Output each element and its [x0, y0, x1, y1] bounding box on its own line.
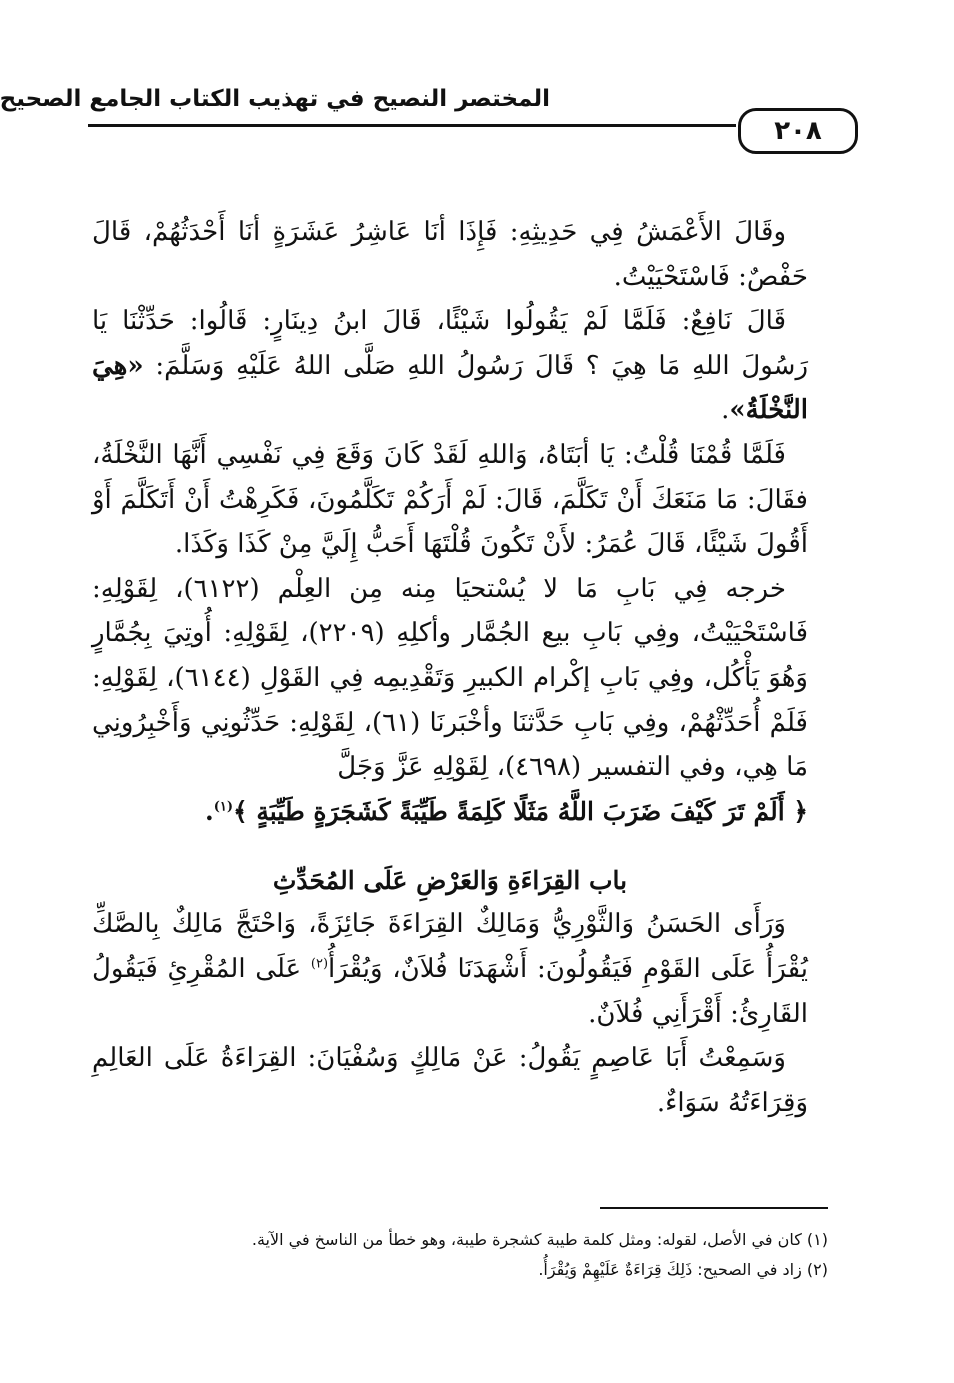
- main-text: [92, 210, 808, 1125]
- verse-end: .: [204, 796, 214, 826]
- paragraph-5-end: عَلَى المُقْرِئِ فَيَقُولُ القَارِئُ: أَقْرَأَنِي فُلاَنٌ.: [92, 953, 808, 1029]
- paragraph-2-text: قَالَ نَافِعٌ: فَلَمَّا لَمْ يَقُولُوا شَيْئًا، قَالَ ابنُ دِينَارٍ: قَالُوا: حَدِّثْنَا يَا رَسُولَ اللهِ مَا هِيَ ؟ قَالَ رَسُولُ اللهِ صَلَّى اللهُ عَلَيْهِ وَسَلَّمَ:: [92, 306, 808, 381]
- quran-verse-line: [92, 790, 808, 835]
- footnote-2: (٢) زاد في الصحيح: ذَلِكَ قِرَاءَةٌ عَلَيْهِمْ وَيُقْرَأُ.: [538, 1260, 828, 1279]
- section-heading: باب القِرَاءَةِ وَالعَرْضِ عَلَى المُحَدِّثِ: [272, 866, 628, 896]
- footnotes: [200, 1225, 828, 1285]
- paragraph-5-text: وَرَأَى الحَسَنُ وَالثَّوْرِيُّ وَمَالِكٌ القِرَاءَةَ جَائِزَةً، وَاحْتَجَّ مَالِكٌ بِالصَّكِّ يُقْرَأُ عَلَى القَوْمِ فَيَقُولُونَ: أَشْهَدَنَا فُلاَنٌ، وَيُقْرَأُ: [92, 909, 808, 984]
- prophetic-quote: «هِيَ النَّخْلَةُ»: [92, 350, 808, 426]
- paragraph-6: وَسَمِعْتُ أَبَا عَاصِمٍ يَقُولُ: عَنْ مَالِكٍ وَسُفْيَانَ: القِرَاءَةُ عَلَى العَالِمِ وَقِرَاءَتُهُ سَوَاءٌ.: [92, 1043, 808, 1118]
- running-header-title: المختصر النصيح في تهذيب الكتاب الجامع الصحيح: [0, 86, 550, 112]
- footnote-separator: [600, 1207, 828, 1209]
- page-number-frame: [738, 108, 858, 154]
- paragraph-2-end: .: [721, 395, 730, 426]
- paragraph-3: فَلَمَّا قُمْنَا قُلْتُ: يَا أبَتَاهُ، وَاللهِ لَقَدْ كَانَ وَقَعَ فِي نَفْسِي أَنَّهَا النَّخْلَةُ، فقَالَ: مَا مَنَعَكَ أَنْ تَكَلَّمَ، قَالَ: لَمْ أَرَكُمْ تَكَلَّمُونَ، فَكَرِهْتُ أَنْ أَتَكَلَّمَ أَوْ أَقُولَ شَيْئًا، قَالَ عُمَرُ: لأَنْ تَكُونَ قُلْتَهَا أَحَبُّ إِلَيَّ مِنْ كَذَا وَكَذَا.: [92, 439, 808, 560]
- quran-verse: ﴿ أَلَمْ تَرَ كَيْفَ ضَرَبَ اللَّهُ مَثَلًا كَلِمَةً طَيِّبَةً كَشَجَرَةٍ طَيِّبَةٍ ﴾: [232, 796, 808, 826]
- paragraph-4: خرجه فِي بَابِ مَا لا يُسْتحيَا مِنه مِن العِلْم (٦١٢٢)، لِقَوْلِهِ: فَاسْتَحْيَيْتُ، وفِي بَابِ بيع الجُمَّار وأكلِهِ (٢٢٠٩)، لِقَوْلِهِ: أُوتِيَ بِجُمَّارٍ وَهُوَ يَأْكُل، وفِي بَابِ إكْرام الكبيرِ وَتَقْدِيمِه فِي القَوْلِ (٦١٤٤)، لِقَوْلِهِ: فَلَمْ أُحَدِّثْهُمْ، وفِي بَابِ حَدَّثنَا وأخْبَرنَا (٦١)، لِقَوْلِهِ: حَدِّثُونِي وَأَخْبِرُونِي مَا هِي، وفي التفسير (٤٦٩٨)، لِقَوْلِهِ عَزَّ وَجَلَّ: [92, 573, 808, 783]
- paragraph-2: [92, 299, 808, 433]
- paragraph-5: [92, 902, 808, 1036]
- header-rule: [88, 124, 736, 127]
- page-number: ٢٠٨: [774, 116, 822, 146]
- footnote-ref-1[interactable]: (١): [213, 799, 233, 815]
- paragraph-1: وقَالَ الأَعْمَشُ فِي حَدِيثِهِ: فَإِذَا أنَا عَاشِرُ عَشَرَةٍ أنَا أَحْدَثُهُمْ، قَالَ حَفْصٌ: فَاسْتَحْيَيْتُ.: [92, 217, 808, 292]
- footnote-ref-2[interactable]: (٢): [310, 956, 329, 972]
- footnote-1: (١) كان في الأصل، لقوله: ومثل كلمة طيبة كشجرة طيبة، وهو خطأ من الناسخ في الآية.: [251, 1230, 828, 1249]
